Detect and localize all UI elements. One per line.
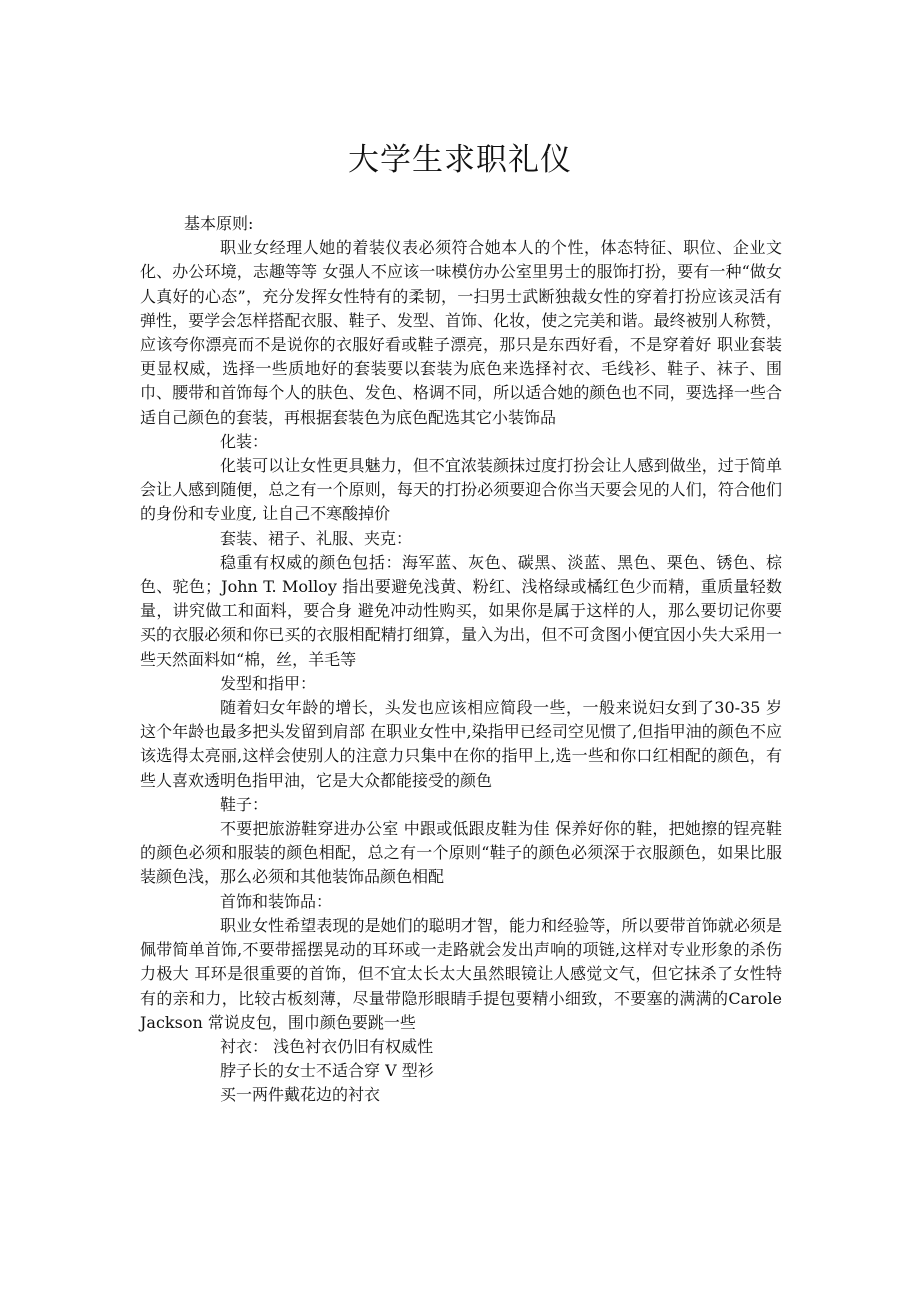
- paragraph: 职业女性希望表现的是她们的聪明才智，能力和经验等，所以要带首饰就必须是佩带简单首饰,不要带摇摆晃动的耳环或一走路就会发出声响的项链,这样对专业形象的杀伤力极大 耳环是很重要的首饰，但不宜太长太大虽然眼镜让人感觉文气，但它抹杀了女性特有的亲和力，比较古板刻薄，尽量带隐形眼睛手提包要精小细致，不要塞的满满的Carole Jackson 常说皮包，围巾颜色要跳一些: [140, 915, 782, 1032]
- paragraph: 化装可以让女性更具魅力，但不宜浓装颜抹过度打扮会让人感到做坐，过于简单会让人感到随便，总之有一个原则，每天的打扮必须要迎合你当天要会见的人们，符合他们的身份和专业度, 让自己不寒酸掉价: [140, 456, 782, 524]
- paragraph: 套装、裙子、礼服、夹克：: [220, 528, 413, 548]
- paragraph: 买一两件戴花边的衬衣: [220, 1085, 381, 1105]
- paragraph: 脖子长的女士不适合穿 V 型衫: [220, 1061, 434, 1081]
- document-body: [140, 212, 782, 1108]
- page-title: 大学生求职礼仪: [348, 142, 572, 178]
- paragraph: 职业女经理人她的着装仪表必须符合她本人的个性，体态特征、职位、企业文化、办公环境，志趣等等 女强人不应该一味模仿办公室里男士的服饰打扮，要有一种“做女人真好的心态”，充分发挥女性特有的柔韧，一扫男士武断独裁女性的穿着打扮应该灵活有弹性，要学会怎样搭配衣服、鞋子、发型、首饰、化妆，使之完美和谐。最终被别人称赞，应该夸你漂亮而不是说你的衣服好看或鞋子漂亮，那只是东西好看，不是穿着好 职业套装更显权威，选择一些质地好的套装要以套装为底色来选择衬衣、毛线衫、鞋子、袜子、围巾、腰带和首饰每个人的肤色、发色、格调不同，所以适合她的颜色也不同，要选择一些合适自己颜色的套装，再根据套装色为底色配选其它小装饰品: [140, 238, 782, 427]
- paragraph: 首饰和装饰品：: [220, 891, 333, 911]
- paragraph: 基本原则:: [184, 214, 254, 233]
- paragraph: 化装：: [220, 431, 269, 451]
- paragraph: 随着妇女年龄的增长，头发也应该相应简段一些，一般来说妇女到了30-35 岁这个年龄也最多把头发留到肩部 在职业女性中,染指甲已经司空见惯了,但指甲油的颜色不应该选得太亮丽,这样会使别人的注意力只集中在你的指甲上,选一些和你口红相配的颜色，有些人喜欢透明色指甲油，它是大众都能接受的颜色: [140, 698, 782, 790]
- paragraph: 不要把旅游鞋穿进办公室 中跟或低跟皮鞋为佳 保养好你的鞋，把她擦的锃亮鞋的颜色必须和服装的颜色相配，总之有一个原则“鞋子的颜色必须深于衣服颜色，如果比服装颜色浅，那么必须和其他装饰品颜色相配: [140, 819, 782, 887]
- paragraph: 稳重有权威的颜色包括：海军蓝、灰色、碳黑、淡蓝、黑色、栗色、锈色、棕色、驼色；John T. Molloy 指出要避免浅黄、粉红、浅格绿或橘红色少而精，重质量轻数量，讲究做工和面料，要合身 避免冲动性购买，如果你是属于这样的人，那么要切记你要买的衣服必须和你已买的衣服相配精打细算，量入为出，但不可贪图小便宜因小失大采用一些天然面料如“棉，丝，羊毛等: [140, 552, 782, 669]
- paragraph: 发型和指甲：: [220, 673, 317, 693]
- paragraph: 衬衣： 浅色衬衣仍旧有权威性: [220, 1036, 434, 1056]
- paragraph: 鞋子：: [220, 794, 269, 814]
